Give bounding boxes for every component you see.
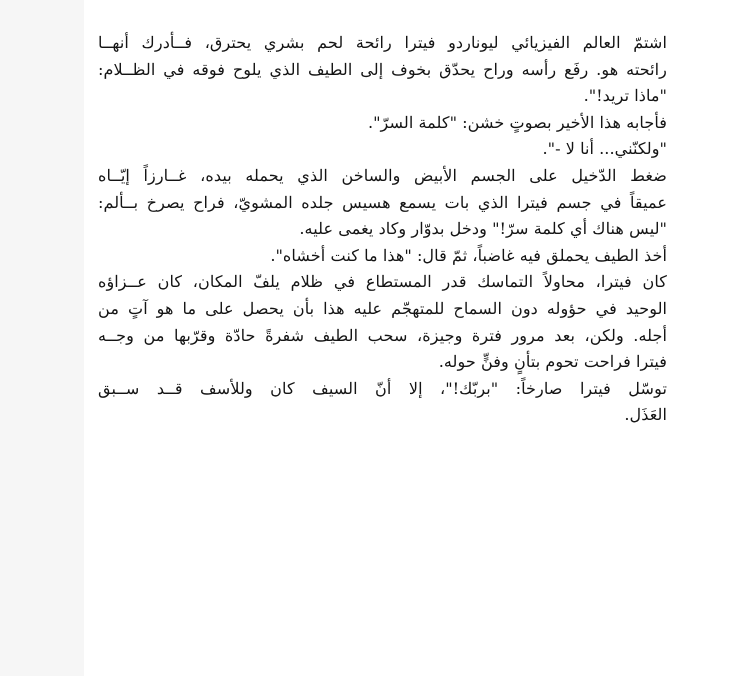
arabic-text-body	[98, 30, 681, 429]
paragraph-1	[98, 30, 681, 110]
text-line: اشتمّ العالم الفيزيائي ليوناردو فيترا رائحة لحم بشري يحترق، فــأدرك أنهــا	[98, 33, 667, 52]
paragraph-5	[98, 269, 681, 375]
text-line: أخذ الطيف يحملق فيه غاضباً، ثمّ قال: "هذا ما كنت أخشاه".	[270, 245, 667, 265]
text-line: فيترا فراحت تحوم بتأنٍ وفنٍّ حوله.	[438, 352, 667, 372]
text-line: "ماذا تريد!".	[583, 86, 667, 106]
paragraph-6	[98, 376, 681, 429]
text-line: توسّل فيترا صارخاً: "بربّك!"، إلا أنّ السيف كان وللأسف قــد ســبق	[98, 378, 667, 398]
text-line: "ليس هناك أي كلمة سرّ!" ودخل بدوّار وكاد يغمى عليه.	[299, 219, 667, 239]
text-line: العَذَل.	[624, 405, 667, 425]
text-line: "ولكنّني... أنا لا -".	[542, 139, 667, 159]
text-line: كان فيترا، محاولاً التماسك قدر المستطاع في ظلام يلفّ المكان، كان عــزاؤه	[98, 272, 667, 292]
page-margin	[0, 0, 84, 676]
text-line: عميقاً في جسم فيترا الذي بات يسمع هسيس جلده المشويّ، فراح يصرخ بــألم:	[98, 192, 667, 212]
paragraph-2	[98, 110, 681, 163]
text-line: الوحيد في حؤوله دون السماح للمتهجّم عليه هذا بأن يحصل على ما هو آتٍ من	[98, 298, 667, 318]
paragraph-4	[98, 243, 681, 270]
paragraph-3	[98, 163, 681, 243]
text-line: ضغط الدّخيل على الجسم الأبيض والساخن الذي يحمله بيده، غــارزاً إيّــاه	[98, 165, 667, 185]
text-line: فأجابه هذا الأخير بصوتٍ خشن: "كلمة السرّ".	[367, 112, 667, 132]
text-line: أجله. ولكن، بعد مرور فترة وجيزة، سحب الطيف شفرةً حادّة وقرّبها من وجــه	[98, 325, 667, 345]
text-line: رائحته هو. رفَع رأسه وراح يحدّق بخوف إلى الطيف الذي يلوح فوقه في الظــلام:	[98, 59, 667, 79]
